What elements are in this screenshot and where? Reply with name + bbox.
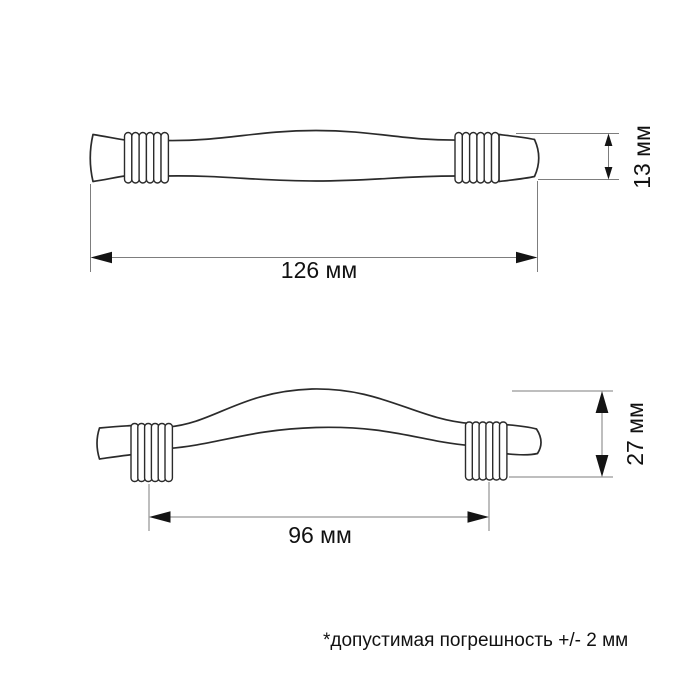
arrowhead-up (605, 134, 613, 147)
side-body (168, 389, 470, 449)
rib (477, 133, 484, 184)
front-length-dimension (91, 181, 538, 283)
rib (146, 133, 153, 184)
rib (470, 133, 477, 184)
front-height-label: 13 мм (629, 125, 655, 189)
front-view (90, 125, 655, 283)
front-right-ribs (455, 133, 499, 184)
tolerance-note: *допустимая погрешность +/- 2 мм (323, 630, 629, 651)
arrowhead-right (468, 511, 490, 522)
rib (500, 422, 507, 480)
arrowhead-left (91, 252, 113, 263)
rib (165, 424, 172, 482)
side-left-post (131, 424, 172, 482)
arrowhead-left (149, 511, 171, 522)
rib (492, 133, 499, 184)
side-spacing-dimension (149, 482, 489, 548)
arrowhead-down (596, 455, 609, 477)
front-left-cap (90, 135, 128, 182)
arrowhead-right (516, 252, 538, 263)
side-right-cap (504, 425, 541, 455)
front-body (165, 131, 462, 182)
rib (139, 133, 146, 184)
rib (154, 133, 161, 184)
rib (462, 133, 469, 184)
side-right-post (466, 422, 507, 480)
front-length-label: 126 мм (280, 257, 358, 283)
side-left-cap (97, 426, 134, 460)
front-left-ribs (125, 133, 169, 184)
rib (484, 133, 491, 184)
side-height-label: 27 мм (622, 402, 648, 466)
arrowhead-up (596, 391, 609, 413)
side-view (97, 389, 648, 548)
rib (132, 133, 139, 184)
arrowhead-down (605, 167, 613, 180)
rib (161, 133, 168, 184)
rib (455, 133, 462, 184)
side-spacing-label: 96 мм (288, 522, 352, 548)
front-right-cap (499, 135, 539, 182)
rib (125, 133, 132, 184)
